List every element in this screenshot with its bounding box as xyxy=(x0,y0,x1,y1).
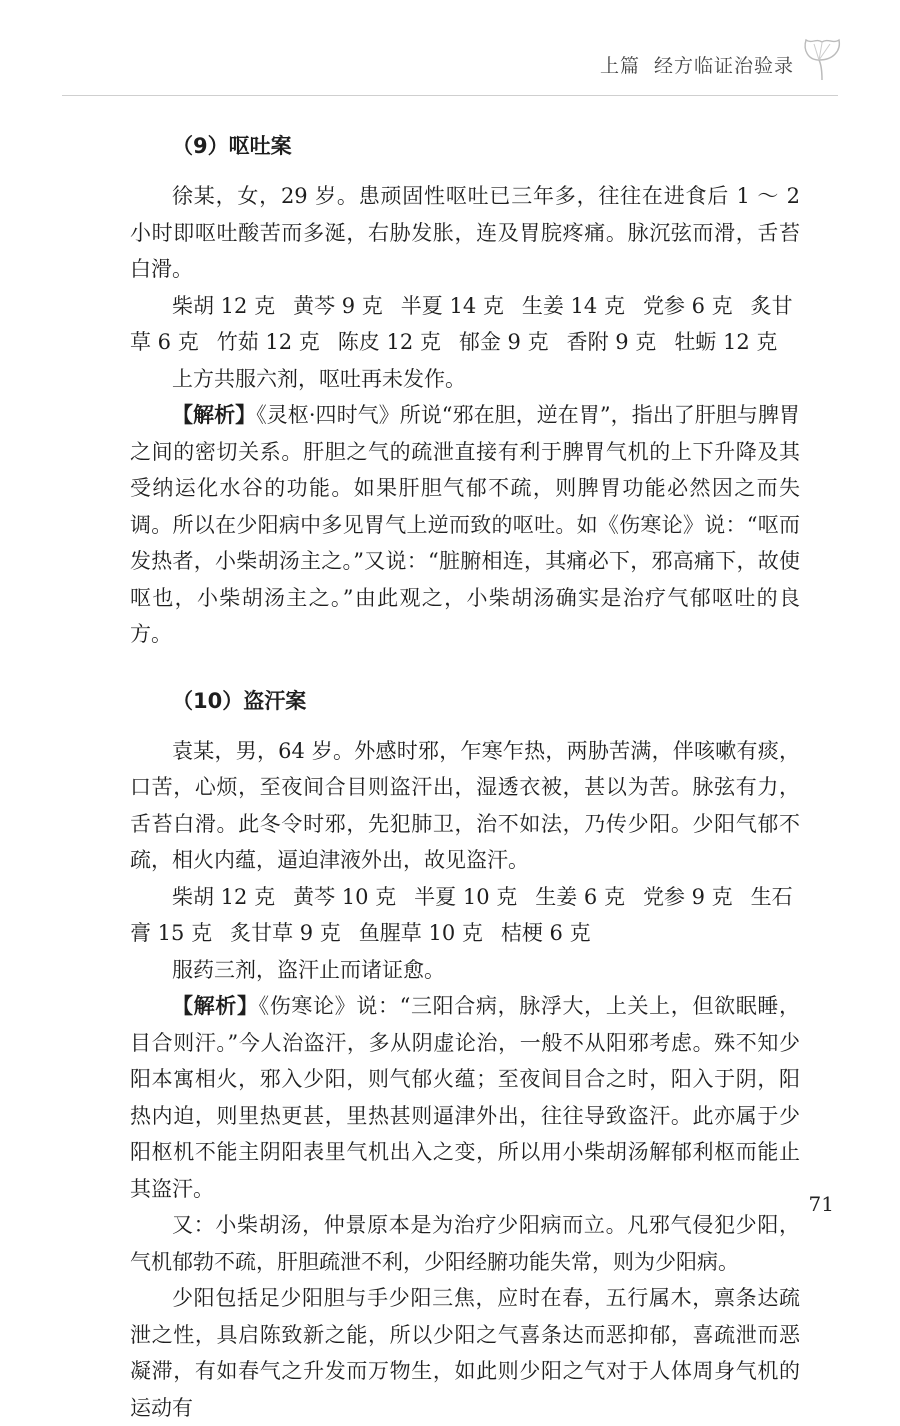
herb-item: 郁金 9 克 xyxy=(458,330,549,354)
herb-item: 党参 9 克 xyxy=(642,884,733,909)
herb-item: 炙甘草 9 克 xyxy=(230,921,341,945)
herb-item: 香附 9 克 xyxy=(566,330,657,354)
analysis-label: 【解析】 xyxy=(172,994,259,1018)
header-text xyxy=(600,51,794,78)
herb-item: 炙甘草 6 克 xyxy=(130,293,793,354)
herb-item: 竹茹 12 克 xyxy=(216,330,320,354)
herb-item: 牡蛎 12 克 xyxy=(674,330,778,354)
analysis-label: 【解析】 xyxy=(172,403,257,427)
ginkgo-leaf-icon xyxy=(802,36,842,84)
page-body xyxy=(130,128,800,1426)
herb-item: 柴胡 12 克 xyxy=(172,293,276,318)
case-10-additional-note: 又：小柴胡汤，仲景原本是为治疗少阳病而立。凡邪气侵犯少阳，气机郁勃不疏，肝胆疏泄不利，少阳经腑功能失常，则为少阳病。 xyxy=(130,1213,800,1274)
header-title: 经方临证治验录 xyxy=(653,54,794,77)
herb-item: 党参 6 克 xyxy=(642,293,733,318)
herb-item: 生姜 6 克 xyxy=(535,884,625,909)
herb-item: 生姜 14 克 xyxy=(521,293,625,318)
case-10-prescription xyxy=(130,879,800,952)
herb-item: 生石膏 15 克 xyxy=(130,884,793,945)
case-9-analysis xyxy=(130,397,800,653)
herb-item: 半夏 10 克 xyxy=(414,884,518,909)
herb-item: 黄芩 10 克 xyxy=(293,884,397,909)
case-9-prescription xyxy=(130,288,800,361)
case-10-analysis xyxy=(130,988,800,1207)
page-number: 71 xyxy=(808,1192,834,1216)
case-9-title: （9）呕吐案 xyxy=(172,134,292,158)
herb-item: 桔梗 6 克 xyxy=(500,921,591,945)
analysis-text: 《灵枢·四时气》所说“邪在胆，逆在胃”，指出了肝胆与脾胃之间的密切关系。肝胆之气的疏泄直接有利于脾胃气机的上下升降及其受纳运化水谷的功能。如果肝胆气郁不疏，则脾胃功能必然因之而失调。所以在少阳病中多见胃气上逆而致的呕吐。如《伤寒论》说：“呕而发热者，小柴胡汤主之。”又说：“脏腑相连，其痛必下，邪高痛下，故使呕也，小柴胡汤主之。”由此观之，小柴胡汤确实是治疗气郁呕吐的良方。 xyxy=(130,403,801,646)
case-10-title: （10）盗汗案 xyxy=(172,688,307,713)
case-10-continuation: 少阳包括足少阳胆与手少阳三焦，应时在春，五行属木，禀条达疏泄之性，具启陈致新之能，所以少阳之气喜条达而恶抑郁，喜疏泄而恶凝滞，有如春气之升发而万物生，如此则少阳之气对于人体周身气机的运动有 xyxy=(130,1286,800,1420)
case-10-history: 袁某，男，64 岁。外感时邪，乍寒乍热，两胁苦满，伴咳嗽有痰，口苦，心烦，至夜间合目则盗汗出，湿透衣被，甚以为苦。脉弦有力，舌苔白滑。此冬令时邪，先犯肺卫，治不如法，乃传少阳。少阳气郁不疏，相火内蕴，逼迫津液外出，故见盗汗。 xyxy=(130,738,800,872)
case-9-history: 徐某，女，29 岁。患顽固性呕吐已三年多，往往在进食后 1 ～ 2 小时即呕吐酸苦而多涎，右胁发胀，连及胃脘疼痛。脉沉弦而滑，舌苔白滑。 xyxy=(130,184,800,281)
herb-item: 柴胡 12 克 xyxy=(172,884,276,909)
header-rule xyxy=(62,95,838,96)
herb-item: 陈皮 12 克 xyxy=(337,330,441,354)
case-9-outcome: 上方共服六剂，呕吐再未发作。 xyxy=(172,366,466,391)
herb-item: 半夏 14 克 xyxy=(400,293,504,318)
herb-item: 黄芩 9 克 xyxy=(293,293,383,318)
herb-item: 鱼腥草 10 克 xyxy=(358,921,483,945)
analysis-text: 《伤寒论》说：“三阳合病，脉浮大，上关上，但欲眠睡，目合则汗。”今人治盗汗，多从阴虚论治，一般不从阳邪考虑。殊不知少阳本寓相火，邪入少阳，则气郁火蕴；至夜间目合之时，阳入于阴，阳热内迫，则里热更甚，里热甚则逼津外出，往往导致盗汗。此亦属于少阳枢机不能主阴阳表里气机出入之变，所以用小柴胡汤解郁利枢而能止其盗汗。 xyxy=(130,994,801,1201)
header-part: 上篇 xyxy=(599,54,640,77)
case-10-outcome: 服药三剂，盗汗止而诸证愈。 xyxy=(172,957,445,982)
running-header xyxy=(600,44,842,84)
